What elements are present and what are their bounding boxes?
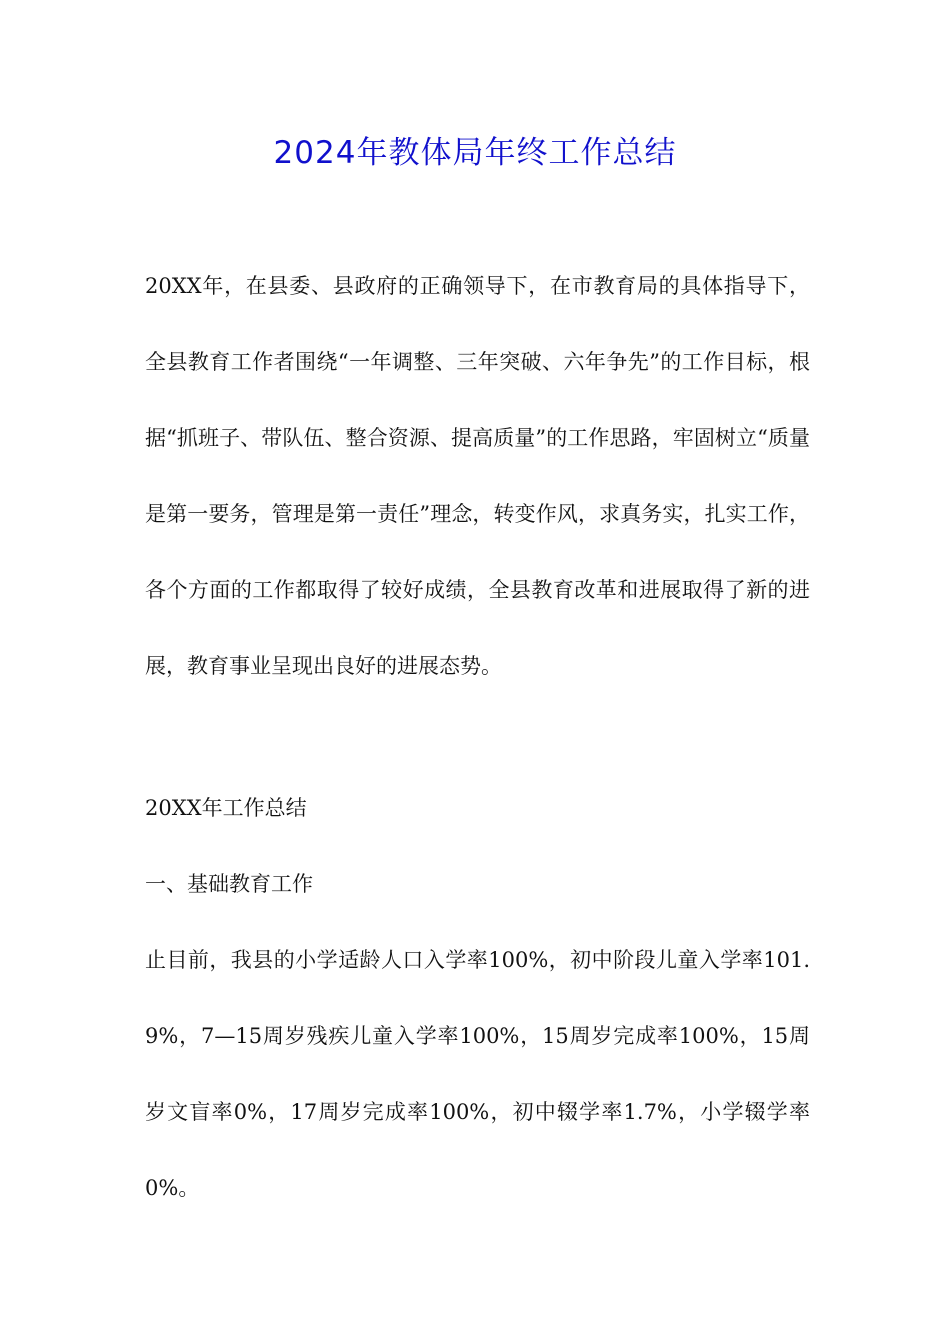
subsection-heading: 一、基础教育工作 — [145, 872, 313, 896]
document-title: 2024年教体局年终工作总结 — [273, 135, 677, 171]
statistics-paragraph: 止目前，我县的小学适龄人口入学率100%，初中阶段儿童入学率101.9%，7—15周岁残疾儿童入学率100%，15周岁完成率100%，15周岁文盲率0%，17周岁完成率100%，初中辍学率1.7%，小学辍学率0%。 — [145, 948, 810, 1200]
section-heading: 20XX年工作总结 — [145, 796, 307, 820]
intro-paragraph: 20XX年，在县委、县政府的正确领导下，在市教育局的具体指导下，全县教育工作者围绕“一年调整、三年突破、六年争先”的工作目标，根据“抓班子、带队伍、整合资源、提高质量”的工作思路，牢固树立“质量是第一要务，管理是第一责任”理念，转变作风，求真务实，扎实工作，各个方面的工作都取得了较好成绩，全县教育改革和进展取得了新的进展，教育事业呈现出良好的进展态势。 — [145, 274, 810, 678]
